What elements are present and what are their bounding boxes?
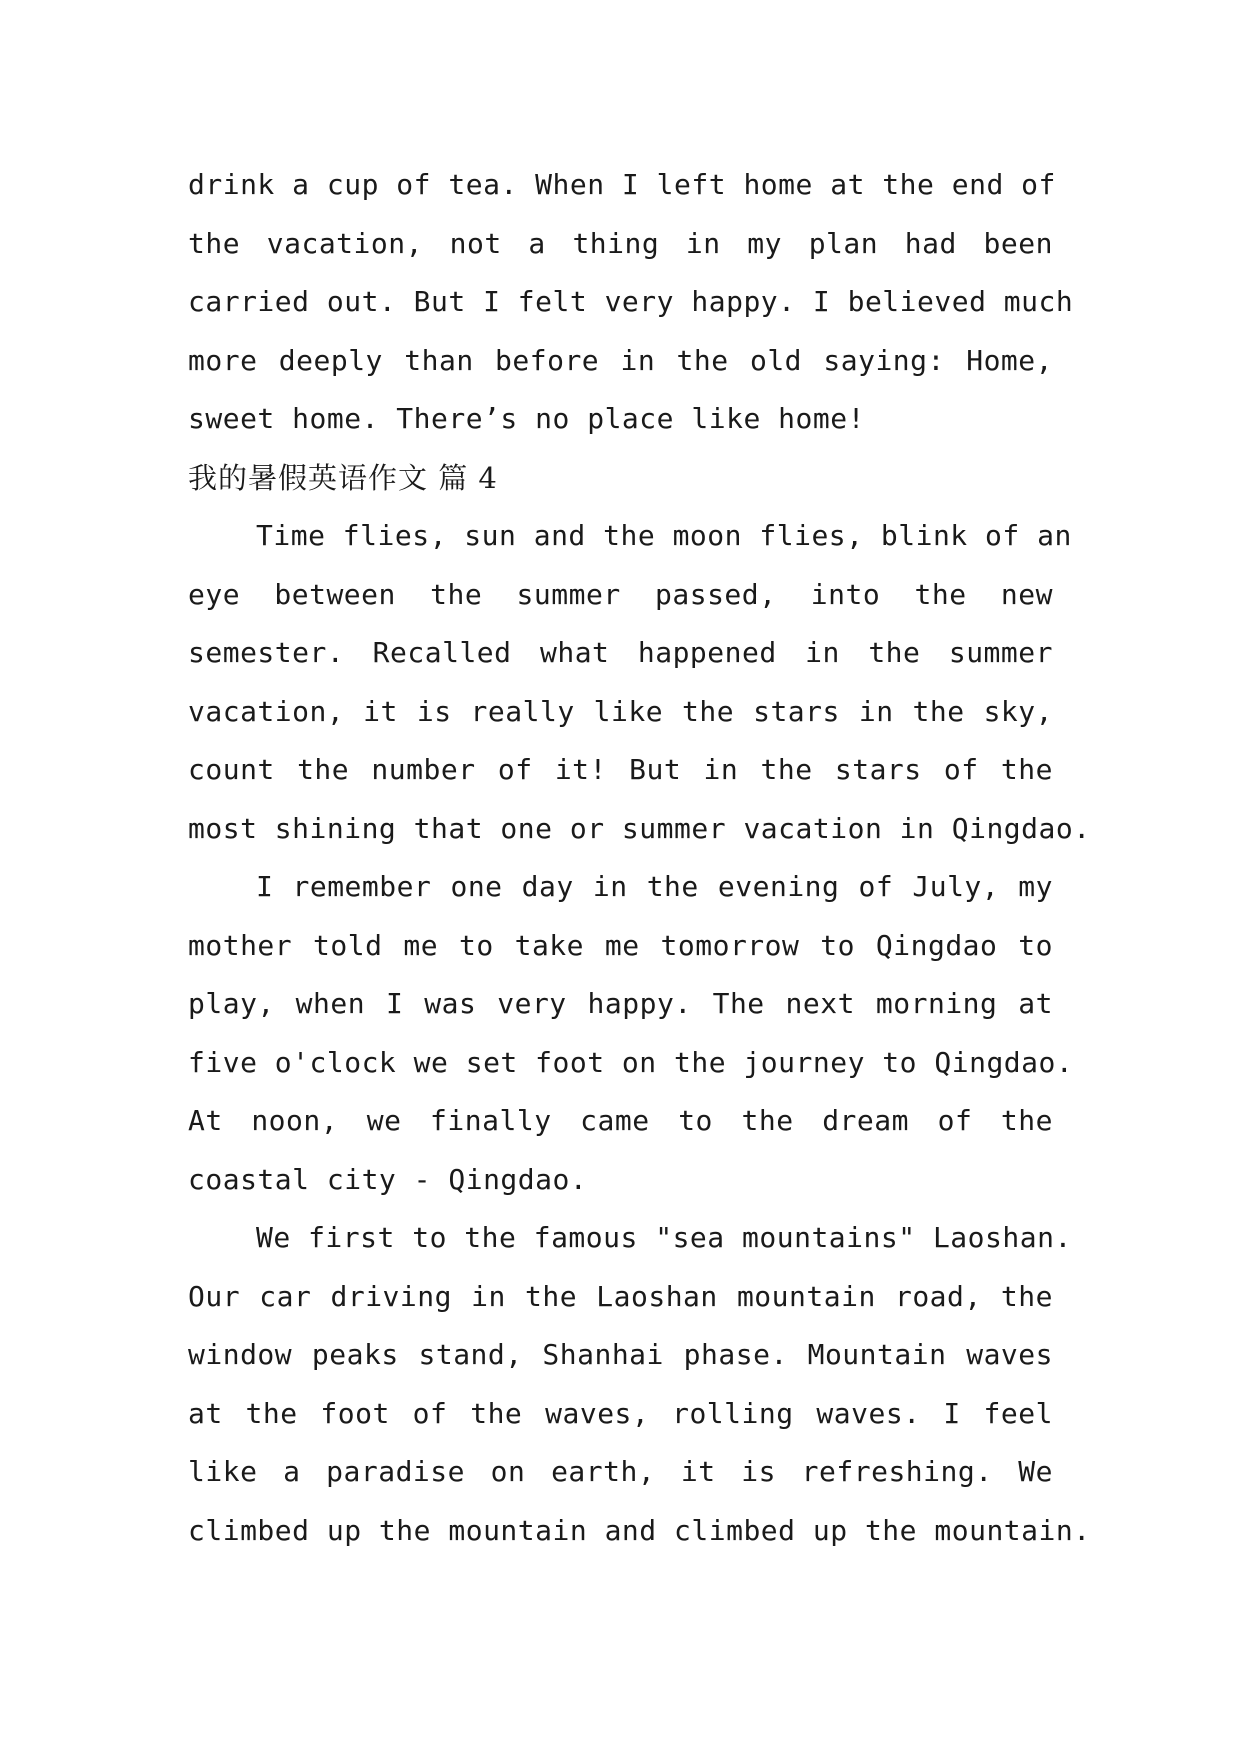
text-line: vacation, it is really like the stars in the sky, <box>188 694 1053 728</box>
text-line: We first to the famous "sea mountains" Laoshan. <box>256 1221 1072 1254</box>
text-line: window peaks stand, Shanhai phase. Mountain waves <box>188 1338 1053 1371</box>
text-line: sweet home. There’s no place like home! <box>188 402 865 435</box>
document-page <box>188 156 1091 1560</box>
text-line: coastal city - Qingdao. <box>188 1162 588 1196</box>
text-line: count the number of it! But in the stars of the <box>188 753 1053 786</box>
text-line: eye between the summer passed, into the new <box>188 577 1053 611</box>
text-line: mother told me to take me tomorrow to Qingdao to <box>188 928 1053 962</box>
text-line: Time flies, sun and the moon flies, blink of an <box>256 519 1072 552</box>
text-line: more deeply than before in the old saying: Home, <box>188 343 1053 377</box>
paragraph <box>188 858 1074 1209</box>
text-line: drink a cup of tea. When I left home at the end of <box>188 168 1056 201</box>
text-line: I remember one day in the evening of July, my <box>256 870 1053 903</box>
intro-paragraph <box>188 156 1074 449</box>
paragraph <box>188 507 1091 858</box>
text-line: climbed up the mountain and climbed up the mountain. <box>188 1513 1091 1547</box>
text-line: five o'clock we set foot on the journey to Qingdao. <box>188 1045 1074 1079</box>
text-line: play, when I was very happy. The next morning at <box>188 987 1053 1020</box>
paragraph <box>188 1209 1091 1560</box>
text-line: Our car driving in the Laoshan mountain road, the <box>188 1279 1053 1313</box>
text-line: most shining that one or summer vacation in Qingdao. <box>188 811 1091 845</box>
text-line: carried out. But I felt very happy. I believed much <box>188 285 1074 318</box>
text-line: the vacation, not a thing in my plan had been <box>188 226 1053 260</box>
section-heading: 我的暑假英语作文 篇 4 <box>188 460 498 495</box>
text-line: semester. Recalled what happened in the summer <box>188 636 1053 669</box>
text-line: like a paradise on earth, it is refreshing. We <box>188 1455 1053 1488</box>
text-line: At noon, we finally came to the dream of the <box>188 1104 1053 1137</box>
text-line: at the foot of the waves, rolling waves. I feel <box>188 1396 1053 1430</box>
